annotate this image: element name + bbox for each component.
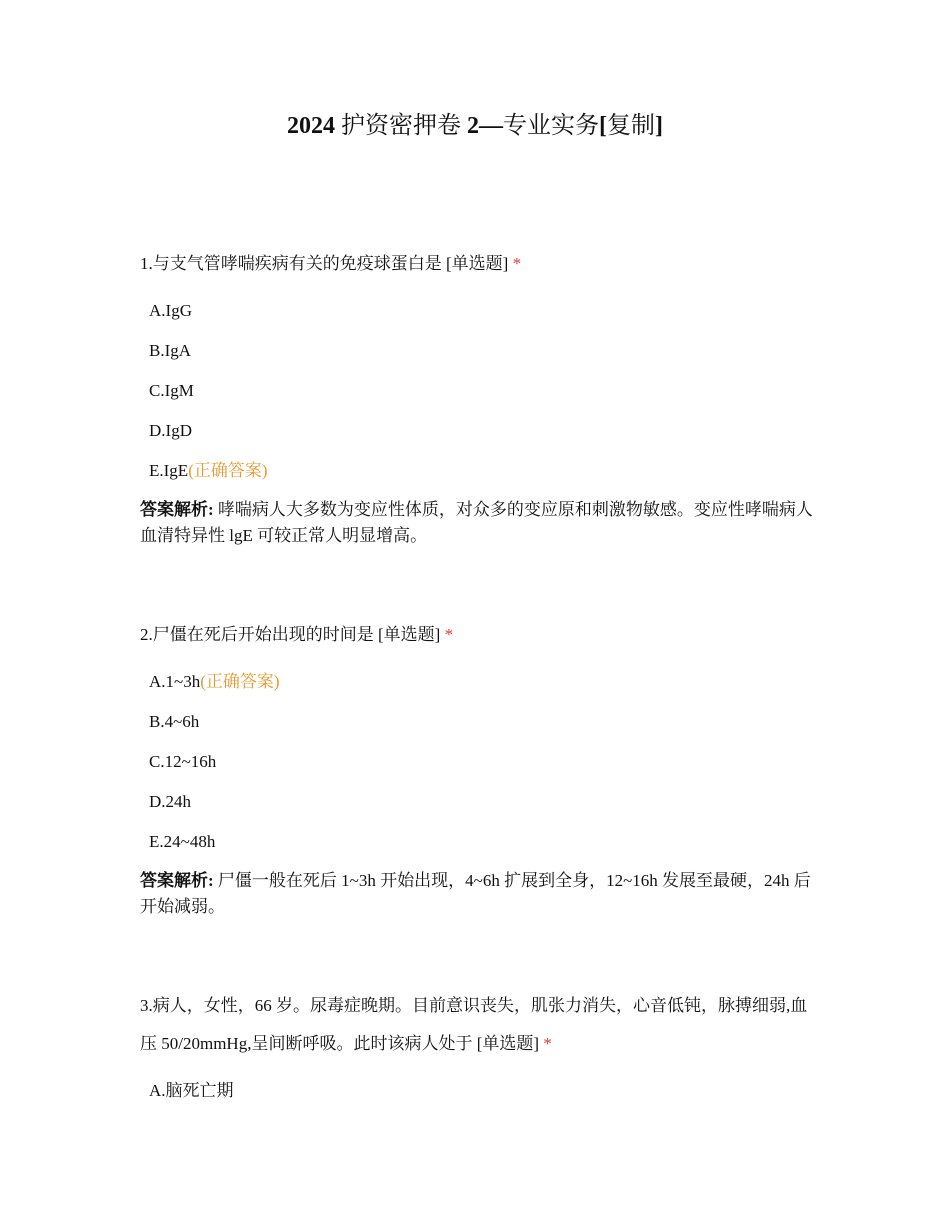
- title-bracket-close: ]: [655, 113, 663, 139]
- question-2-analysis: [140, 868, 820, 920]
- question-2: [140, 616, 820, 920]
- option-label: A.1~3h: [149, 672, 201, 691]
- title-text-a: 护资密押卷: [341, 113, 461, 139]
- option-label: C.IgM: [149, 381, 194, 400]
- title-bracket-open: [: [599, 113, 607, 139]
- option-d[interactable]: [140, 782, 820, 822]
- question-1-text: 1.与支气管哮喘疾病有关的免疫球蛋白是 [单选题]: [140, 254, 509, 273]
- title-text-b: 专业实务: [503, 113, 599, 139]
- analysis-label: 答案解析:: [140, 500, 214, 519]
- option-label: A.脑死亡期: [149, 1081, 234, 1100]
- correct-answer-tag: (正确答案): [188, 461, 268, 480]
- option-label: D.IgD: [149, 421, 192, 440]
- option-d[interactable]: [140, 411, 820, 451]
- question-1-title: [140, 245, 820, 283]
- option-label: E.IgE: [149, 461, 189, 480]
- question-1-analysis: [140, 497, 820, 549]
- question-1-options: [140, 291, 820, 491]
- option-c[interactable]: [140, 742, 820, 782]
- question-3: [140, 987, 820, 1111]
- question-3-text: 3.病人，女性，66 岁。尿毒症晚期。目前意识丧失，肌张力消失，心音低钝，脉搏细弱,血压 50/20mmHg,呈间断呼吸。此时该病人处于 [单选题]: [140, 996, 808, 1053]
- question-2-text: 2.尸僵在死后开始出现的时间是 [单选题]: [140, 625, 441, 644]
- option-a[interactable]: [140, 291, 820, 331]
- analysis-text: 尸僵一般在死后 1~3h 开始出现，4~6h 扩展到全身，12~16h 发展至最硬，24h 后开始减弱。: [140, 871, 811, 916]
- option-b[interactable]: [140, 702, 820, 742]
- option-label: D.24h: [149, 792, 192, 811]
- required-mark: *: [543, 1034, 552, 1053]
- analysis-label: 答案解析:: [140, 871, 214, 890]
- option-c[interactable]: [140, 371, 820, 411]
- title-year: 2024: [287, 113, 335, 139]
- option-label: B.4~6h: [149, 712, 200, 731]
- option-a[interactable]: [140, 1071, 820, 1111]
- question-3-title: [140, 987, 820, 1063]
- option-label: E.24~48h: [149, 832, 216, 851]
- question-1: [140, 245, 820, 549]
- title-copy-tag: 复制: [607, 113, 655, 139]
- title-number: 2—: [467, 113, 503, 139]
- option-a[interactable]: [140, 662, 820, 702]
- option-e[interactable]: [140, 451, 820, 491]
- option-label: C.12~16h: [149, 752, 217, 771]
- option-label: A.IgG: [149, 301, 192, 320]
- required-mark: *: [512, 254, 522, 273]
- question-2-title: [140, 616, 820, 654]
- option-label: B.IgA: [149, 341, 192, 360]
- correct-answer-tag: (正确答案): [200, 672, 280, 691]
- analysis-text: 哮喘病人大多数为变应性体质，对众多的变应原和刺激物敏感。变应性哮喘病人血清特异性 lgE 可较正常人明显增高。: [140, 500, 813, 545]
- option-e[interactable]: [140, 822, 820, 862]
- required-mark: *: [444, 625, 454, 644]
- option-b[interactable]: [140, 331, 820, 371]
- question-2-options: [140, 662, 820, 862]
- question-3-options: [140, 1071, 820, 1111]
- page-title: [0, 108, 950, 144]
